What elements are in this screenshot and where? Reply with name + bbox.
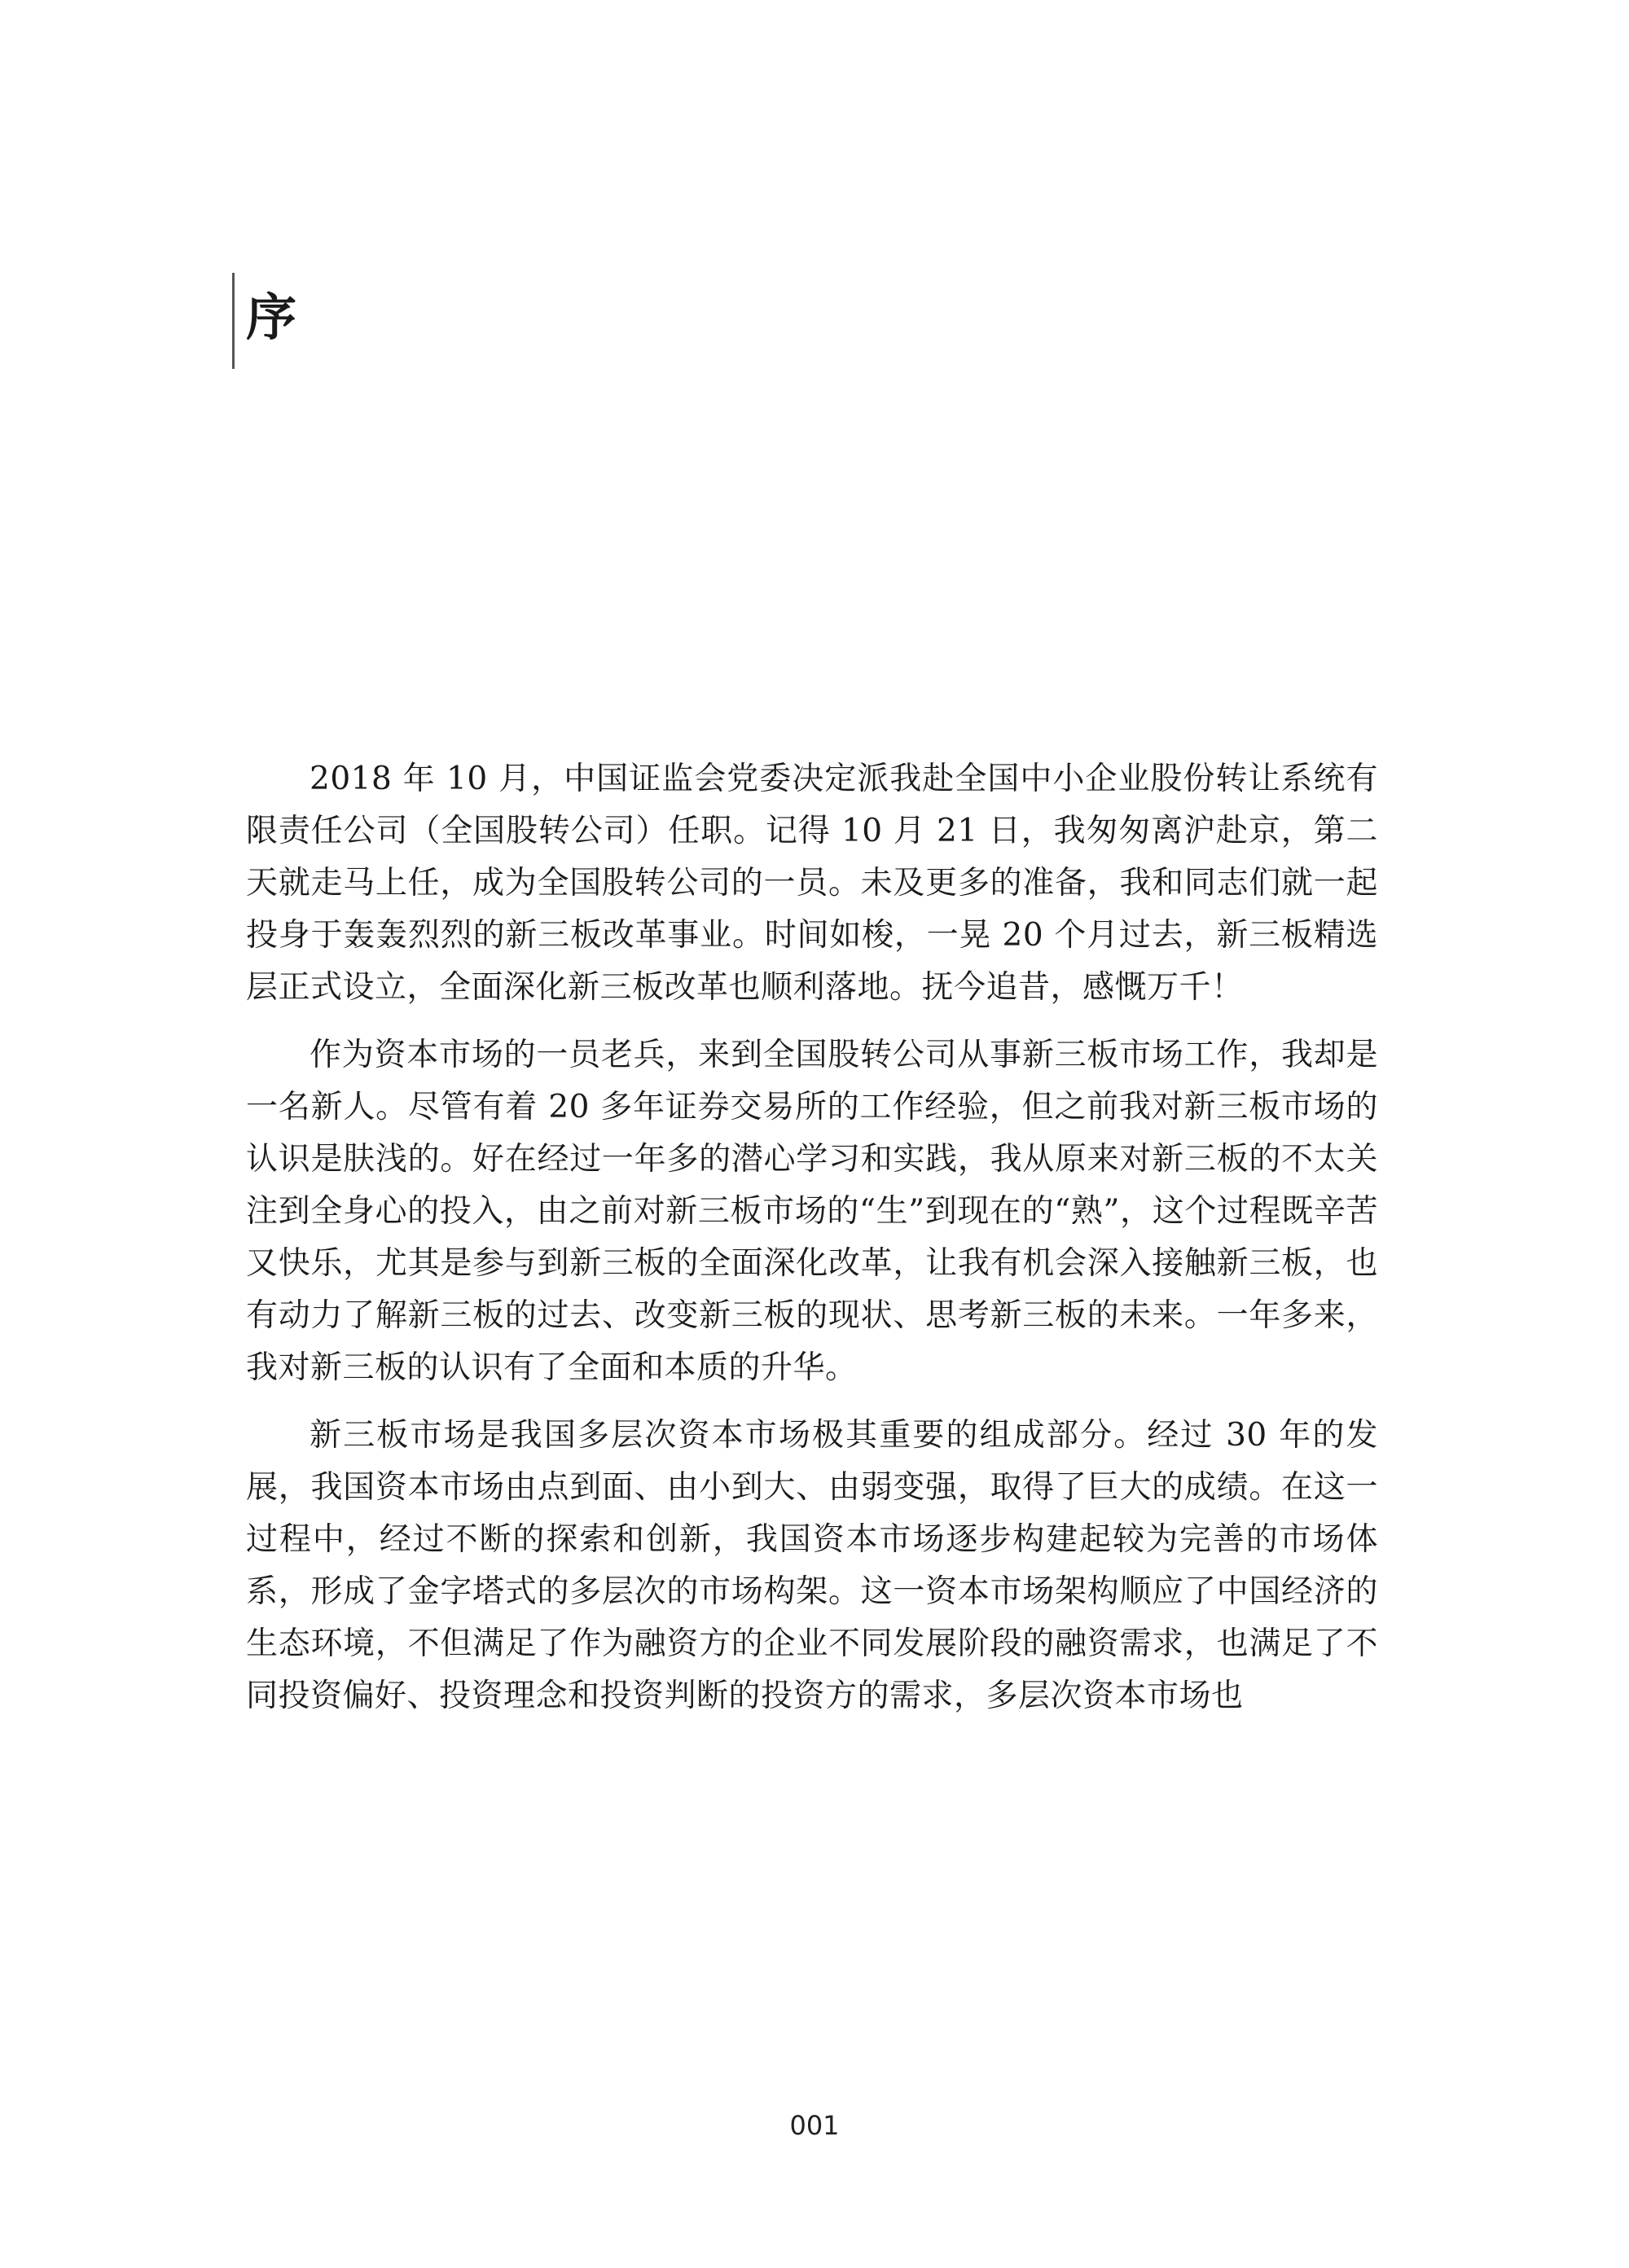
paragraph-2: 作为资本市场的一员老兵，来到全国股转公司从事新三板市场工作，我却是一名新人。尽管有着 20 多年证券交易所的工作经验，但之前我对新三板市场的认识是肤浅的。好在经过一年多的潜心学习和实践，我从原来对新三板的不太关注到全身心的投入，由之前对新三板市场的“生”到现在的“熟”，这个过程既辛苦又快乐，尤其是参与到新三板的全面深化改革，让我有机会深入接触新三板，也有动力了解新三板的过去、改变新三板的现状、思考新三板的未来。一年多来，我对新三板的认识有了全面和本质的升华。 bbox=[246, 1037, 1378, 1386]
chapter-title: 序 bbox=[246, 287, 299, 347]
page-number: 001 bbox=[789, 2110, 840, 2141]
paragraph-1: 2018 年 10 月，中国证监会党委决定派我赴全国中小企业股份转让系统有限责任公司（全国股转公司）任职。记得 10 月 21 日，我匆匆离沪赴京，第二天就走马上任，成为全国股转公司的一员。未及更多的准备，我和同志们就一起投身于轰轰烈烈的新三板改革事业。时间如梭，一晃 20 个月过去，新三板精选层正式设立，全面深化新三板改革也顺利落地。抚今追昔，感慨万千！ bbox=[246, 761, 1378, 1006]
title-rule bbox=[232, 273, 235, 369]
paragraph-3: 新三板市场是我国多层次资本市场极其重要的组成部分。经过 30 年的发展，我国资本市场由点到面、由小到大、由弱变强，取得了巨大的成绩。在这一过程中，经过不断的探索和创新，我国资本市场逐步构建起较为完善的市场体系，形成了金字塔式的多层次的市场构架。这一资本市场架构顺应了中国经济的生态环境，不但满足了作为融资方的企业不同发展阶段的融资需求，也满足了不同投资偏好、投资理念和投资判断的投资方的需求，多层次资本市场也 bbox=[246, 1417, 1378, 1714]
body-text bbox=[246, 753, 1378, 1738]
